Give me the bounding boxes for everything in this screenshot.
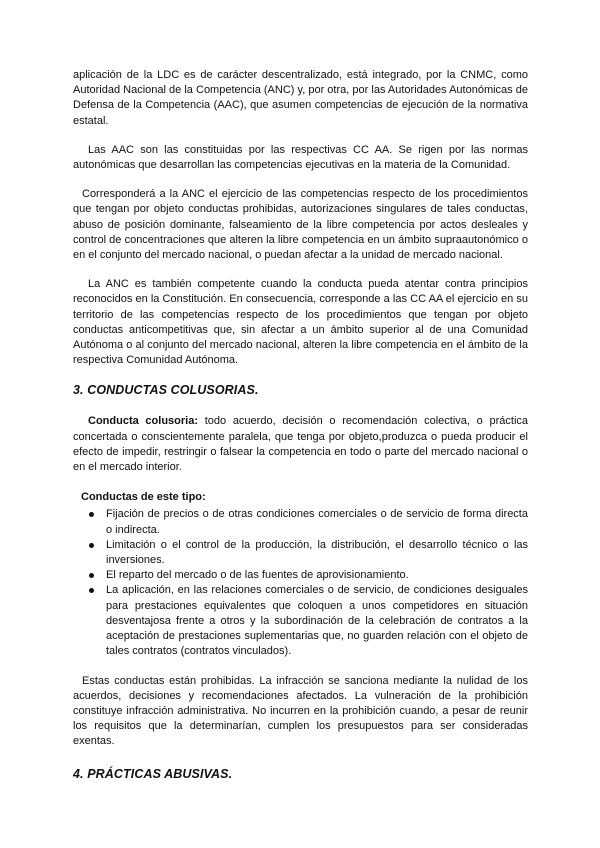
list-item bbox=[73, 538, 528, 568]
list-item-text: Limitación o el control de la producción, la distribución, el desarrollo técnico o las inversiones. bbox=[106, 538, 528, 567]
definition-term: Conducta colusoria: bbox=[88, 415, 198, 428]
list-item bbox=[73, 583, 528, 659]
paragraph-aac: Las AAC son las constituidas por las respectivas CC AA. Se rigen por las normas autonómicas que desarrollan las competencias ejecutivas en la materia de la Comunidad. bbox=[73, 143, 528, 172]
definition-paragraph bbox=[73, 414, 528, 475]
section-3-heading: 3. CONDUCTAS COLUSORIAS. bbox=[73, 383, 259, 398]
bullet-icon bbox=[89, 543, 94, 548]
paragraph-ldc-application: aplicación de la LDC es de carácter descentralizado, está integrado, por la CNMC, como Autoridad Nacional de la Competencia (ANC) y, por otra, por las Autoridades Autonómicas de Defensa de la Competencia (AAC), que asumen competencias de ejecución de la normativa estatal. bbox=[73, 69, 528, 127]
bullet-icon bbox=[89, 512, 94, 517]
bullet-icon bbox=[89, 573, 94, 578]
list-item bbox=[73, 568, 528, 583]
list-item-text: La aplicación, en las relaciones comerciales o de servicio, de condiciones desiguales para prestaciones equivalentes que coloquen a unos competidores en situación desventajosa frente a otros y la subordinación de la celebración de contratos a la aceptación de prestaciones suplementarias que, no guarden relación con el objeto de tales contratos (contratos vinculados). bbox=[106, 584, 528, 658]
definition-text: todo acuerdo, decisión o recomendación colectiva, o práctica concertada o conscientemente paralela, que tenga por objeto,produzca o pueda producir el efecto de impedir, restringir o falsear la competencia en todo o parte del mercado nacional o en el mercado interior. bbox=[73, 415, 529, 474]
list-title: Conductas de este tipo: bbox=[81, 491, 206, 504]
list-item-text: El reparto del mercado o de las fuentes de aprovisionamiento. bbox=[106, 569, 409, 582]
conduct-list bbox=[73, 507, 528, 659]
paragraph-anc-constitution: La ANC es también competente cuando la conducta pueda atentar contra principios reconocidos en la Constitución. En consecuencia, corresponde a las CC AA el ejercicio en su territorio de las competencias respecto de los procedimientos que tengan por objeto conductas anticompetitivas que, sin afectar a un ámbito superior al de una Comunidad Autónoma o al conjunto del mercado nacional, alteren la libre competencia en el ámbito de la respectiva Comunidad Autónoma. bbox=[73, 278, 528, 367]
bullet-icon bbox=[89, 588, 94, 593]
document-page bbox=[73, 68, 528, 798]
paragraph-anc-competences: Corresponderá a la ANC el ejercicio de las competencias respecto de los procedimientos que tengan por objeto conductas prohibidas, autorizaciones singulares de tales conductas, abuso de posición dominante, falseamiento de la libre competencia por actos desleales y control de concentraciones que alteren la libre competencia en un ámbito supraautonómico o en el conjunto del mercado nacional, o puedan afectar a la unidad de mercado nacional. bbox=[73, 188, 528, 262]
closing-paragraph: Estas conductas están prohibidas. La infracción se sanciona mediante la nulidad de los acuerdos, decisiones y recomendaciones afectados. La vulneración de la prohibición constituye infracción administrativa. No incurren en la prohibición cuando, a pesar de reunir los requisitos que la determinarían, cumplen los presupuestos para ser consideradas exentas. bbox=[73, 674, 528, 748]
section-4-heading: 4. PRÁCTICAS ABUSIVAS. bbox=[73, 766, 233, 781]
list-item-text: Fijación de precios o de otras condiciones comerciales o de servicio de forma directa o indirecta. bbox=[106, 508, 528, 536]
list-item bbox=[73, 507, 528, 537]
